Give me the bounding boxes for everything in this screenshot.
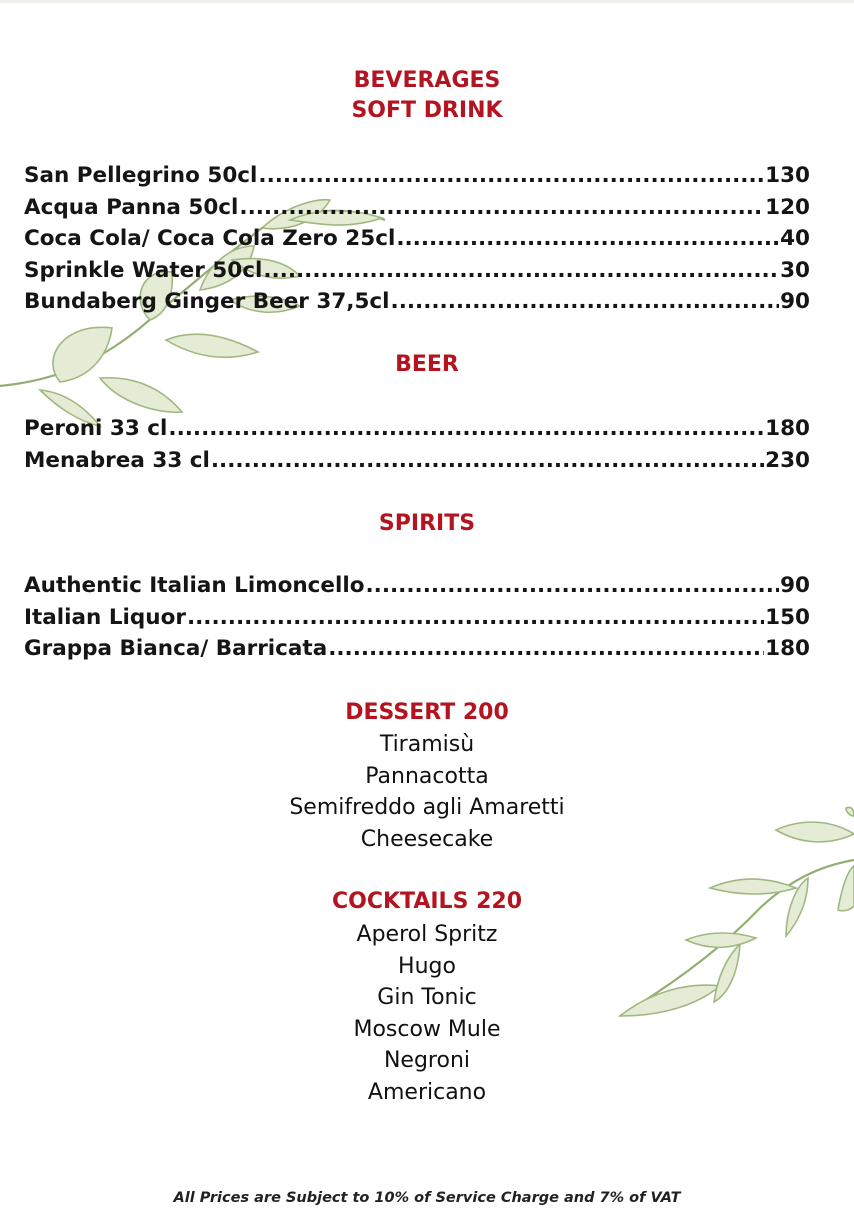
list-item: Moscow Mule — [353, 1016, 501, 1042]
menu-item-row — [24, 634, 810, 664]
soft-drink-heading: SOFT DRINK — [351, 98, 503, 123]
item-name: Sprinkle Water 50cl — [24, 258, 263, 283]
menu-item-row — [24, 446, 810, 476]
menu-item-row — [24, 193, 810, 223]
dot-leader — [239, 193, 764, 223]
item-price: 90 — [780, 289, 810, 314]
item-name: Coca Cola/ Coca Cola Zero 25cl — [24, 226, 396, 251]
item-price: 30 — [780, 258, 810, 283]
cocktails-list — [0, 919, 854, 1108]
item-name: Authentic Italian Limoncello — [24, 573, 365, 598]
item-name: Italian Liquor — [24, 605, 186, 630]
menu-item-row — [24, 256, 810, 286]
item-price: 90 — [780, 573, 810, 598]
dot-leader — [187, 603, 764, 633]
list-item: Pannacotta — [365, 763, 489, 789]
beer-heading: BEER — [395, 352, 459, 377]
list-item: Americano — [367, 1079, 487, 1105]
dessert-list — [0, 729, 854, 855]
cocktails-heading: COCKTAILS 220 — [332, 889, 522, 914]
dot-leader — [168, 414, 764, 444]
list-item: Negroni — [383, 1048, 471, 1073]
list-item: Tiramisù — [379, 732, 475, 757]
item-name: Bundaberg Ginger Beer 37,5cl — [24, 289, 390, 314]
dot-leader — [211, 446, 764, 476]
menu-item-row — [24, 161, 810, 191]
dot-leader — [391, 287, 780, 317]
list-item: Gin Tonic — [377, 985, 477, 1010]
top-border — [0, 0, 854, 3]
list-item: Aperol Spritz — [356, 922, 498, 947]
item-price: 150 — [765, 605, 810, 630]
menu-item-row — [24, 603, 810, 633]
menu-item-row — [24, 287, 810, 317]
item-name: Grappa Bianca/ Barricata — [24, 636, 328, 661]
item-price: 130 — [765, 163, 810, 188]
item-name: Menabrea 33 cl — [24, 448, 210, 473]
menu-item-row — [24, 224, 810, 254]
dot-leader — [258, 161, 764, 191]
dessert-heading: DESSERT 200 — [345, 700, 509, 725]
item-price: 180 — [765, 636, 810, 661]
dot-leader — [328, 634, 764, 664]
list-item: Semifreddo agli Amaretti — [289, 795, 565, 820]
item-price: 180 — [765, 416, 810, 441]
list-item: Hugo — [398, 953, 456, 979]
item-price: 120 — [765, 195, 810, 220]
menu-item-row — [24, 571, 810, 601]
dot-leader — [263, 256, 779, 286]
item-name: Acqua Panna 50cl — [24, 195, 239, 220]
dot-leader — [366, 571, 780, 601]
item-price: 230 — [765, 448, 810, 473]
beverages-heading: BEVERAGES — [353, 68, 501, 93]
menu-item-row — [24, 414, 810, 444]
dot-leader — [396, 224, 779, 254]
item-name: Peroni 33 cl — [24, 416, 168, 441]
list-item: Cheesecake — [360, 826, 494, 852]
item-price: 40 — [780, 226, 810, 251]
item-name: San Pellegrino 50cl — [24, 163, 258, 188]
spirits-heading: SPIRITS — [378, 511, 476, 536]
price-disclaimer: All Prices are Subject to 10% of Service Charge and 7% of VAT — [173, 1190, 681, 1206]
